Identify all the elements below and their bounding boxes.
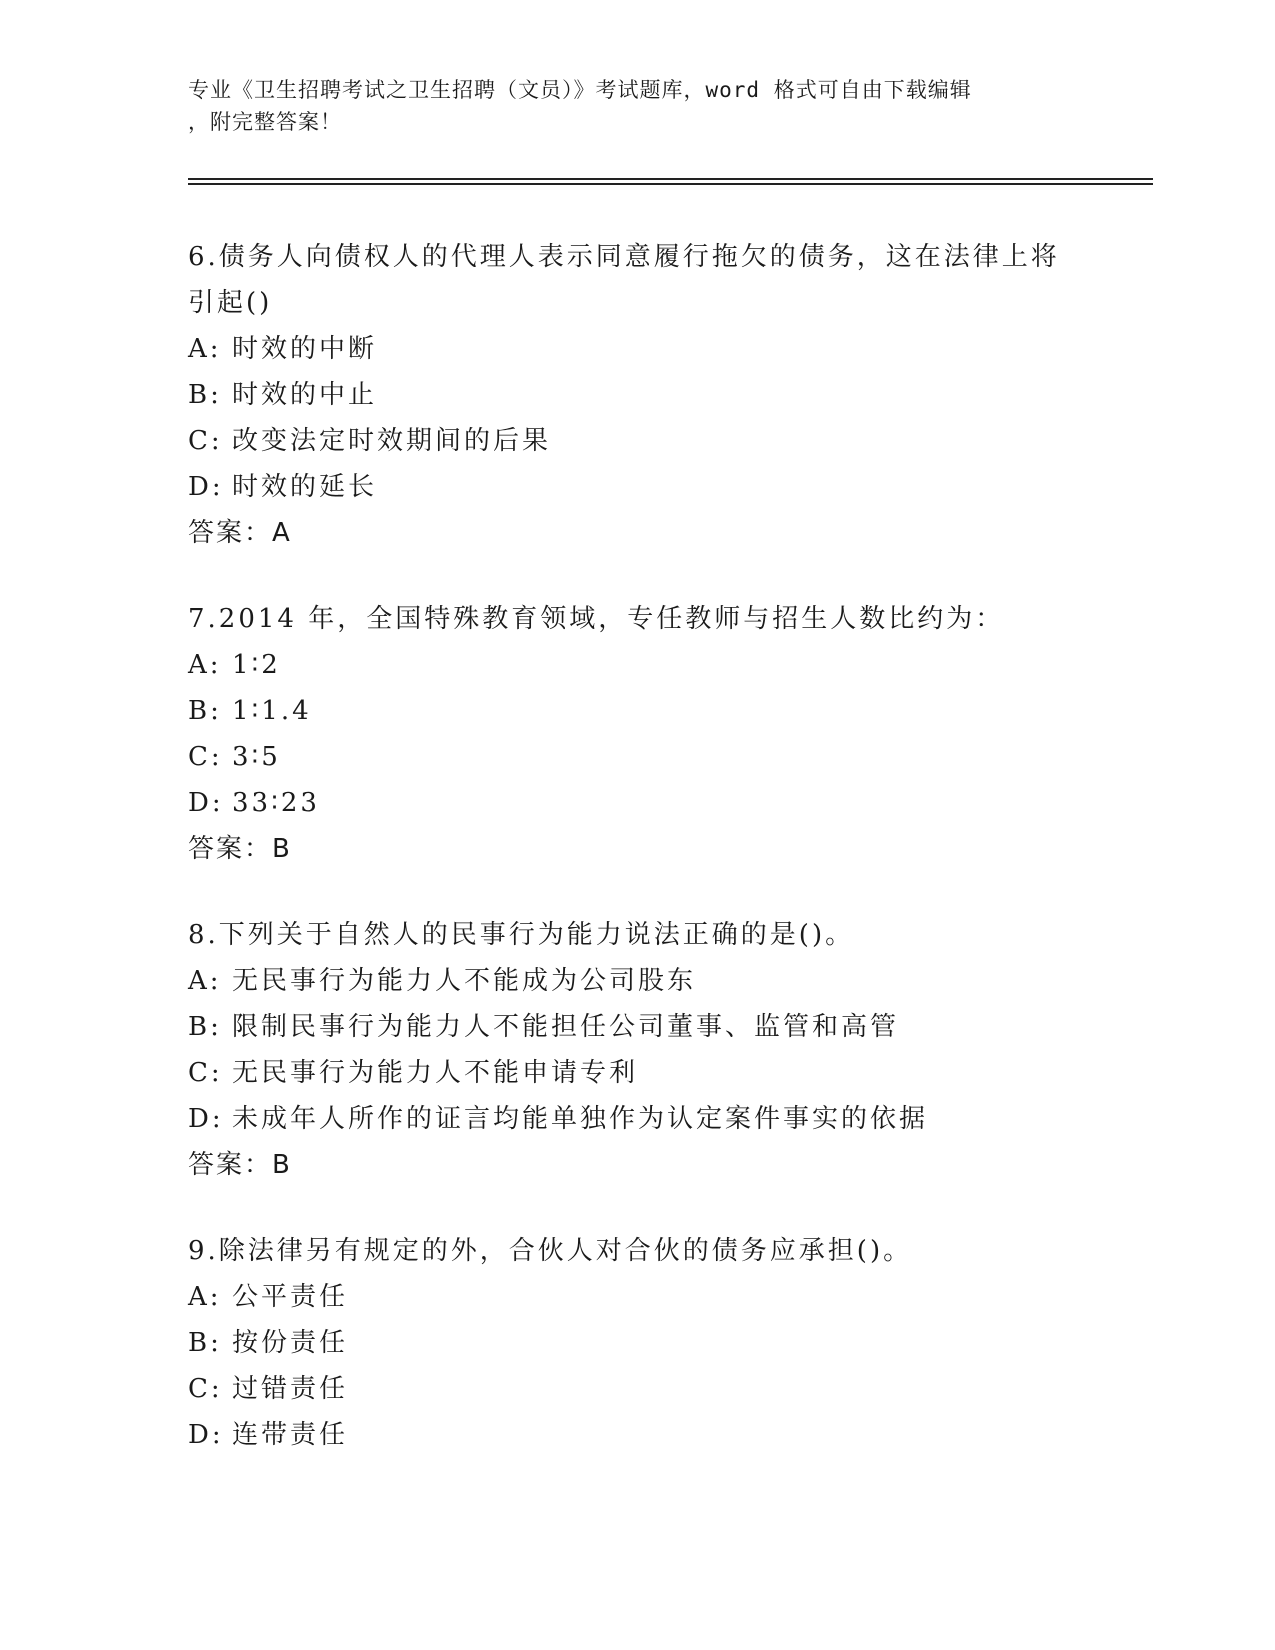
option-b [188, 372, 1088, 418]
option-b [188, 688, 1088, 734]
document-header [188, 74, 1068, 138]
option-c [188, 1366, 1088, 1412]
option-d [188, 1096, 1088, 1142]
option-label: B: [188, 1328, 222, 1358]
question-stem: 8.下列关于自然人的民事行为能力说法正确的是()。 [188, 920, 855, 950]
option-text: 未成年人所作的证言均能单独作为认定案件事实的依据 [232, 1104, 929, 1134]
option-text: 时效的中止 [232, 380, 378, 410]
option-text: 改变法定时效期间的后果 [232, 426, 552, 456]
option-label: A: [188, 650, 222, 680]
option-b [188, 1320, 1088, 1366]
option-label: A: [188, 1282, 222, 1312]
option-text: 1∶2 [232, 650, 281, 680]
option-label: D: [188, 1420, 224, 1450]
option-text: 连带责任 [232, 1420, 349, 1450]
option-text: 无民事行为能力人不能成为公司股东 [232, 966, 697, 996]
question-9 [188, 1228, 1088, 1458]
option-label: B: [188, 1012, 222, 1042]
option-label: A: [188, 334, 222, 364]
option-label: C: [188, 742, 223, 772]
option-d [188, 1412, 1088, 1458]
option-d [188, 464, 1088, 510]
option-text: 33∶23 [232, 788, 320, 818]
option-label: C: [188, 426, 223, 456]
option-text: 无民事行为能力人不能申请专利 [232, 1058, 639, 1088]
header-divider-bottom [188, 183, 1153, 185]
option-label: D: [188, 472, 224, 502]
header-divider-top [188, 178, 1153, 180]
option-text: 公平责任 [232, 1282, 349, 1312]
option-text: 1∶1.4 [232, 696, 312, 726]
question-stem: 9.除法律另有规定的外，合伙人对合伙的债务应承担()。 [188, 1236, 913, 1266]
option-label: A: [188, 966, 222, 996]
option-label: D: [188, 1104, 224, 1134]
option-label: C: [188, 1058, 223, 1088]
option-text: 时效的延长 [232, 472, 378, 502]
option-c [188, 734, 1088, 780]
option-label: C: [188, 1374, 223, 1404]
option-a [188, 326, 1088, 372]
option-a [188, 642, 1088, 688]
answer-text: 答案：A [188, 518, 292, 548]
option-a [188, 958, 1088, 1004]
option-c [188, 418, 1088, 464]
option-label: B: [188, 696, 222, 726]
question-6 [188, 234, 1088, 556]
option-text: 时效的中断 [232, 334, 378, 364]
option-text: 限制民事行为能力人不能担任公司董事、监管和高管 [232, 1012, 900, 1042]
option-text: 按份责任 [232, 1328, 349, 1358]
question-stem: 6.债务人向债权人的代理人表示同意履行拖欠的债务，这在法律上将引起() [188, 242, 1060, 318]
option-label: B: [188, 380, 222, 410]
question-8 [188, 912, 1088, 1188]
option-text: 过错责任 [232, 1374, 349, 1404]
option-c [188, 1050, 1088, 1096]
answer-text: 答案：B [188, 1150, 292, 1180]
option-b [188, 1004, 1088, 1050]
option-label: D: [188, 788, 224, 818]
question-7 [188, 596, 1088, 872]
option-text: 3∶5 [232, 742, 281, 772]
question-list [188, 234, 1088, 1498]
answer-text: 答案：B [188, 834, 292, 864]
header-line-1: 专业《卫生招聘考试之卫生招聘（文员）》考试题库，word 格式可自由下载编辑 [188, 78, 972, 102]
question-stem: 7.2014 年，全国特殊教育领域，专任教师与招生人数比约为： [188, 604, 1005, 634]
option-a [188, 1274, 1088, 1320]
header-line-2: ，附完整答案！ [188, 110, 342, 134]
option-d [188, 780, 1088, 826]
